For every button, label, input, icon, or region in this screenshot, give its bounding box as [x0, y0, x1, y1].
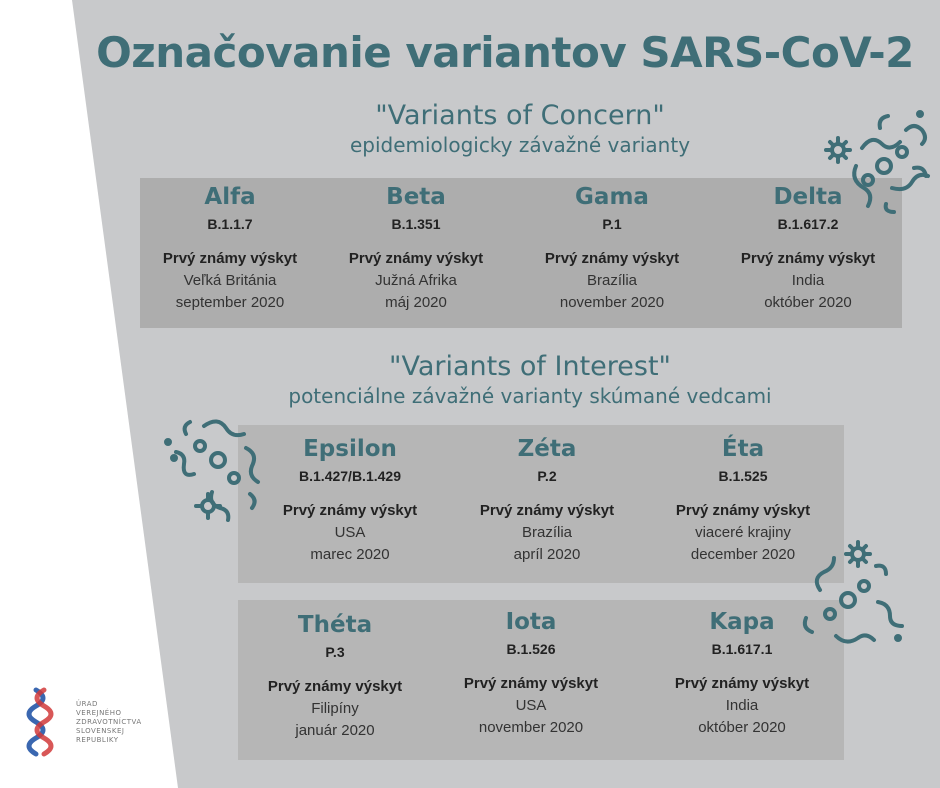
variant-date: október 2020	[698, 719, 786, 736]
variant-place: Južná Afrika	[375, 272, 457, 289]
variant-name: Iota	[505, 609, 557, 635]
variant-place: India	[725, 697, 759, 714]
interest-heading-sk: potenciálne závažné varianty skúmané vedcami	[288, 384, 772, 408]
first-known-label: Prvý známy výskyt	[479, 502, 615, 519]
variant-name: Beta	[386, 184, 446, 210]
variant-place: USA	[515, 697, 547, 714]
interest-heading-en: "Variants of Interest"	[389, 351, 671, 382]
variant-code: P.2	[537, 468, 557, 484]
variant-code: B.1.1.7	[207, 216, 253, 232]
variant-name: Alfa	[204, 184, 256, 210]
variant-card-theta	[235, 612, 435, 739]
concern-heading-en: "Variants of Concern"	[375, 100, 665, 131]
variant-code: B.1.351	[391, 216, 441, 232]
virus-icon	[160, 412, 272, 522]
first-known-label: Prvý známy výskyt	[267, 678, 403, 695]
logo-text	[76, 700, 142, 745]
variant-date: apríl 2020	[513, 546, 581, 563]
first-known-label: Prvý známy výskyt	[348, 250, 484, 267]
first-known-label: Prvý známy výskyt	[740, 250, 876, 267]
variant-code: P.1	[602, 216, 622, 232]
variant-date: september 2020	[175, 294, 285, 311]
first-known-label: Prvý známy výskyt	[674, 675, 810, 692]
concern-heading	[290, 100, 750, 157]
variant-place: Brazília	[521, 524, 573, 541]
variant-date: december 2020	[690, 546, 796, 563]
variant-place: USA	[334, 524, 366, 541]
variant-card-alfa	[140, 184, 320, 311]
first-known-label: Prvý známy výskyt	[162, 250, 298, 267]
variant-code: B.1.617.1	[711, 641, 773, 657]
variant-code: B.1.427/B.1.429	[299, 468, 401, 484]
interest-heading	[240, 351, 820, 408]
variant-place: Brazília	[586, 272, 638, 289]
variant-place: viaceré krajiny	[695, 524, 791, 541]
variant-card-zeta	[447, 436, 647, 563]
variant-code: B.1.617.2	[777, 216, 839, 232]
variant-name: Kapa	[709, 609, 775, 635]
variant-card-epsilon	[250, 436, 450, 563]
variant-code: B.1.526	[506, 641, 556, 657]
variant-date: marec 2020	[310, 546, 390, 563]
virus-icon	[798, 540, 910, 650]
variant-date: november 2020	[478, 719, 584, 736]
first-known-label: Prvý známy výskyt	[675, 502, 811, 519]
variant-card-gama	[522, 184, 702, 311]
first-known-label: Prvý známy výskyt	[463, 675, 599, 692]
variant-code: B.1.525	[718, 468, 768, 484]
logo-line: ZDRAVOTNÍCTVA	[76, 718, 142, 726]
virus-icon	[822, 108, 934, 216]
variant-place: Filipíny	[311, 700, 359, 717]
variant-date: október 2020	[764, 294, 852, 311]
variant-place: Veľká Británia	[183, 272, 277, 289]
variant-place: India	[791, 272, 825, 289]
variant-name: Epsilon	[303, 436, 397, 462]
variant-name: Éta	[721, 436, 765, 462]
variant-name: Zéta	[517, 436, 577, 462]
logo-line: REPUBLIKY	[76, 736, 119, 744]
variant-date: január 2020	[295, 722, 375, 739]
variant-name: Théta	[297, 612, 373, 638]
variant-card-beta	[326, 184, 506, 311]
variant-date: november 2020	[559, 294, 665, 311]
variant-date: máj 2020	[385, 294, 447, 311]
logo-line: SLOVENSKEJ	[76, 727, 125, 735]
variant-card-iota	[431, 609, 631, 736]
variant-name: Gama	[575, 184, 649, 210]
page-title: Označovanie variantov SARS-CoV-2	[96, 28, 914, 77]
logo-line: VEREJNÉHO	[76, 709, 122, 717]
variant-name: Delta	[773, 184, 843, 210]
first-known-label: Prvý známy výskyt	[282, 502, 418, 519]
variant-code: P.3	[325, 644, 345, 660]
first-known-label: Prvý známy výskyt	[544, 250, 680, 267]
concern-heading-sk: epidemiologicky závažné varianty	[349, 133, 691, 157]
logo-line: ÚRAD	[76, 700, 98, 708]
